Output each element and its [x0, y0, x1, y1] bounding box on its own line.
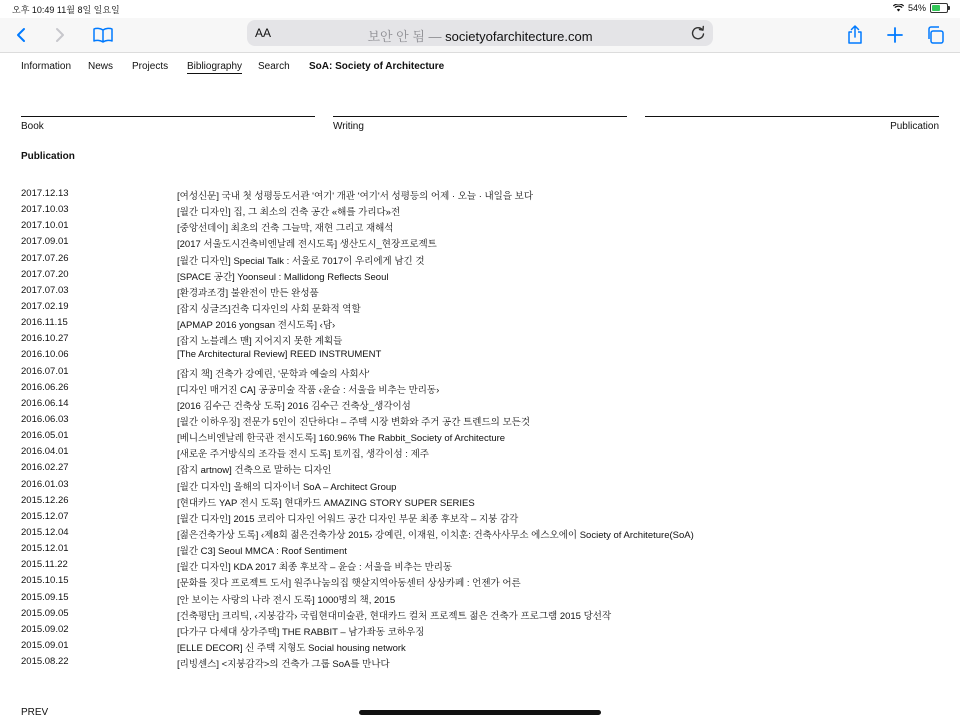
publication-date: 2015.10.15	[21, 575, 69, 587]
url-text[interactable]	[247, 26, 713, 45]
publication-title[interactable]: [잡지 싱글즈]건축 디자인의 사회 문화적 역할	[177, 303, 361, 315]
publication-title[interactable]: [2017 서울도시건축비엔날레 전시도록] 생산도시_현장프로젝트	[177, 239, 437, 251]
filter-writing-label: Writing	[333, 121, 364, 132]
publication-title[interactable]: [월간 디자인] Special Talk : 서울로 7017이 우리에게 남긴 것	[177, 255, 425, 267]
publication-row[interactable]	[21, 430, 921, 446]
publication-row[interactable]	[21, 559, 921, 575]
publication-title[interactable]: [환경과조경] 불완전이 만든 완성품	[177, 287, 319, 299]
publication-date: 2015.09.01	[21, 639, 69, 651]
publication-row[interactable]	[21, 236, 921, 252]
publication-row[interactable]	[21, 285, 921, 301]
nav-news[interactable]: News	[88, 61, 114, 72]
publication-row[interactable]	[21, 608, 921, 624]
publication-row[interactable]	[21, 253, 921, 269]
publication-row[interactable]	[21, 317, 921, 333]
nav-information[interactable]: Information	[21, 61, 72, 72]
publication-date: 2015.09.05	[21, 607, 69, 619]
tabs-button[interactable]	[922, 22, 948, 48]
publication-row[interactable]	[21, 382, 921, 398]
publication-date: 2017.07.26	[21, 252, 69, 264]
address-bar[interactable]	[247, 20, 713, 46]
publication-title[interactable]: [월간 이하우징] 전문가 5인이 진단하다! – 주택 시장 변화와 주거 공간 트렌드의 모든것	[177, 416, 531, 428]
publication-row[interactable]	[21, 462, 921, 478]
filter-writing[interactable]	[333, 116, 627, 132]
publication-row[interactable]	[21, 575, 921, 591]
filter-publication-label: Publication	[890, 121, 939, 132]
chevron-right-icon	[54, 27, 66, 43]
publication-date: 2016.06.03	[21, 413, 69, 425]
publication-title[interactable]: [젊은건축가상 도록] ‹제8회 젊은건축가상 2015› 강예린, 이재원, 이치훈: 건축사사무소 에스오에이 Society of Architeture(SoA)	[177, 529, 694, 541]
publication-date: 2016.10.06	[21, 349, 69, 361]
browser-toolbar	[0, 18, 960, 53]
battery-fill	[932, 5, 940, 11]
publication-date: 2016.11.15	[21, 317, 68, 329]
section-title: Publication	[21, 151, 75, 162]
publication-date: 2016.02.27	[21, 462, 69, 474]
filter-book-label: Book	[21, 121, 44, 132]
publication-date: 2015.08.22	[21, 656, 69, 668]
publication-row[interactable]	[21, 446, 921, 462]
publication-row[interactable]	[21, 204, 921, 220]
publication-row[interactable]	[21, 220, 921, 236]
publication-date: 2015.12.26	[21, 494, 69, 506]
publication-date: 2017.12.13	[21, 188, 69, 199]
nav-projects[interactable]: Projects	[132, 61, 169, 72]
publication-list	[21, 188, 921, 672]
publication-date: 2015.12.07	[21, 510, 69, 522]
publication-title[interactable]: [2016 김수근 건축상 도록] 2016 김수근 건축상_생각이섬	[177, 400, 411, 412]
status-bar	[0, 0, 960, 18]
publication-row[interactable]	[21, 543, 921, 559]
publication-title[interactable]: [월간 디자인] 집, 그 최소의 건축 공간 «해를 가리다»전	[177, 207, 401, 219]
chevron-left-icon	[15, 27, 27, 43]
nav-search[interactable]: Search	[258, 61, 290, 72]
plus-icon	[887, 27, 903, 43]
publication-date: 2016.04.01	[21, 446, 69, 458]
publication-title[interactable]: [문화를 짓다 프로젝트 도서] 원주나눔의집 햇살지역아동센터 상상카페 : 언젠가 어른	[177, 578, 521, 590]
publication-title[interactable]: [새로운 주거방식의 조각들 전시 도록] 토끼집, 생각이섬 : 제주	[177, 449, 429, 461]
publication-title[interactable]: [여성신문] 국내 첫 성평등도서관 '여기' 개관 '여기'서 성평등의 어제 · 오늘 · 내일을 보다	[177, 191, 534, 202]
tabs-icon	[926, 26, 944, 44]
publication-date: 2016.06.14	[21, 397, 69, 409]
publication-date: 2015.12.01	[21, 543, 69, 555]
publication-title[interactable]: [디자인 매거진 CA] 공공미술 작품 ‹윤슬 : 서울을 비추는 만리동›	[177, 384, 440, 396]
url-domain: societyofarchitecture.com	[445, 29, 593, 44]
publication-date: 2016.05.01	[21, 430, 69, 442]
publication-row[interactable]	[21, 414, 921, 430]
battery-percent: 54%	[907, 3, 926, 13]
publication-row[interactable]	[21, 349, 921, 365]
new-tab-button[interactable]	[882, 22, 908, 48]
publication-title[interactable]: [다가구 다세대 상가주택] THE RABBIT – 남가좌동 코하우징	[177, 626, 425, 638]
bookmarks-button[interactable]	[90, 22, 116, 48]
publication-date: 2017.07.03	[21, 284, 69, 296]
book-icon	[93, 27, 113, 43]
insecure-label: 보안 안 됨 —	[367, 29, 442, 44]
publication-date: 2015.12.04	[21, 526, 69, 538]
publication-row[interactable]	[21, 656, 921, 672]
publication-row[interactable]	[21, 495, 921, 511]
publication-title[interactable]: [월간 디자인] 올해의 디자이너 SoA – Architect Group	[177, 481, 397, 493]
reader-aa-button[interactable]: AA	[255, 26, 272, 40]
publication-row[interactable]	[21, 188, 921, 204]
publication-title[interactable]: [잡지 artnow] 건축으로 말하는 디자인	[177, 465, 332, 477]
publication-date: 2015.09.02	[21, 623, 69, 635]
prev-link[interactable]: PREV	[21, 707, 49, 718]
publication-title[interactable]: [ELLE DECOR] 신 주택 지형도 Social housing network	[177, 642, 406, 654]
publication-row[interactable]	[21, 301, 921, 317]
publication-row[interactable]	[21, 527, 921, 543]
share-button[interactable]	[842, 22, 868, 48]
status-right	[893, 3, 948, 13]
publication-title[interactable]: [잡지 노블레스 맨] 지어지지 못한 계획들	[177, 336, 343, 348]
publication-row[interactable]	[21, 366, 921, 382]
publication-row[interactable]	[21, 592, 921, 608]
publication-date: 2017.10.03	[21, 204, 69, 216]
battery-icon	[930, 3, 948, 13]
publication-date: 2017.07.20	[21, 268, 69, 280]
site-brand-link[interactable]: SoA: Society of Architecture	[309, 61, 445, 72]
publication-title[interactable]: [월간 C3] Seoul MMCA : Roof Sentiment	[177, 546, 347, 558]
publication-title[interactable]: [월간 디자인] 2015 코리아 디자인 어워드 공간 디자인 부문 최종 후보작 – 지붕 감각	[177, 513, 519, 525]
publication-title[interactable]: [리빙센스] <지붕감각>의 건축가 그룹 SoA를 만나다	[177, 659, 390, 671]
publication-title[interactable]: [APMAP 2016 yongsan 전시도록] ‹담›	[177, 320, 336, 332]
publication-date: 2016.07.01	[21, 365, 69, 377]
reload-icon[interactable]	[689, 24, 707, 42]
publication-date: 2017.09.01	[21, 236, 69, 248]
publication-date: 2016.01.03	[21, 478, 69, 490]
home-indicator	[359, 710, 601, 715]
publication-title[interactable]: [SPACE 공간] Yoonseul : Mallidong Reflects Seoul	[177, 271, 389, 283]
forward-button[interactable]	[47, 22, 73, 48]
publication-date: 2016.10.27	[21, 333, 69, 345]
publication-date: 2016.06.26	[21, 381, 69, 393]
nav-bibliography[interactable]: Bibliography	[187, 61, 243, 72]
publication-title[interactable]: [현대카드 YAP 전시 도록] 현대카드 AMAZING STORY SUPER SERIES	[177, 497, 475, 509]
publication-row[interactable]	[21, 511, 921, 527]
publication-date: 2015.11.22	[21, 559, 68, 571]
filter-publication[interactable]	[645, 116, 939, 132]
publication-row[interactable]	[21, 624, 921, 640]
publication-date: 2017.10.01	[21, 220, 69, 232]
publication-title[interactable]: [건축평단] 크리틱, ‹지붕감각› 국립현대미술관, 현대카드 컬처 프로젝트 젊은 건축가 프로그램 2015 당선작	[177, 610, 612, 622]
publication-row[interactable]	[21, 640, 921, 656]
publication-title[interactable]: [베니스비엔날레 한국관 전시도록] 160.96% The Rabbit_Society of Architecture	[177, 433, 506, 445]
wifi-icon	[893, 4, 904, 12]
publication-row[interactable]	[21, 333, 921, 349]
publication-title[interactable]: [월간 디자인] KDA 2017 최종 후보작 – 윤슬 : 서울을 비추는 만리동	[177, 562, 453, 574]
publication-row[interactable]	[21, 269, 921, 285]
publication-title[interactable]: [중앙선데이] 최초의 건축 그늘막, 재현 그리고 재해석	[177, 223, 394, 235]
publication-row[interactable]	[21, 398, 921, 414]
back-button[interactable]	[8, 22, 34, 48]
publication-title[interactable]: [The Architectural Review] REED INSTRUMENT	[177, 349, 382, 361]
publication-title[interactable]: [안 보이는 사랑의 나라 전시 도록] 1000명의 책, 2015	[177, 594, 396, 606]
publication-date: 2017.02.19	[21, 300, 69, 312]
publication-date: 2015.09.15	[21, 591, 69, 603]
publication-row[interactable]	[21, 479, 921, 495]
publication-title[interactable]: [잡지 책] 건축가 강예린, '문학과 예술의 사회사'	[177, 368, 370, 380]
share-icon	[847, 25, 863, 45]
status-time-date: 오후 10:49 11월 8일 일요일	[12, 5, 120, 15]
filter-book[interactable]	[21, 116, 315, 132]
